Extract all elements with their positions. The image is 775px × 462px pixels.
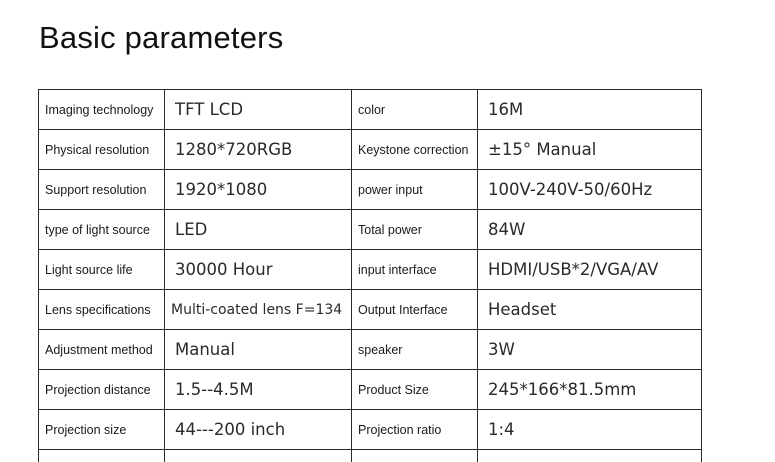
spec-value: 1280*720RGB	[165, 130, 352, 170]
spec-label: Projection ratio	[352, 410, 478, 450]
table-row	[39, 170, 702, 210]
spec-label: Lens specifications	[39, 290, 165, 330]
table-row	[39, 290, 702, 330]
spec-label: Projection size	[39, 410, 165, 450]
spec-label: Imaging technology	[39, 90, 165, 130]
spec-value: TFT LCD	[165, 90, 352, 130]
spec-value: 84W	[478, 210, 702, 250]
spec-value: 1.5--4.5M	[165, 370, 352, 410]
spec-label: speaker	[352, 330, 478, 370]
empty-cell	[165, 450, 352, 462]
spec-value: Multi-coated lens F=134	[165, 290, 352, 330]
empty-cell	[478, 450, 702, 462]
spec-table	[38, 89, 702, 462]
spec-label: Output Interface	[352, 290, 478, 330]
table-row	[39, 130, 702, 170]
spec-value: Manual	[165, 330, 352, 370]
table-row	[39, 330, 702, 370]
spec-label: input interface	[352, 250, 478, 290]
spec-label: Projection distance	[39, 370, 165, 410]
spec-label: Keystone correction	[352, 130, 478, 170]
spec-value: 16M	[478, 90, 702, 130]
empty-cell	[352, 450, 478, 462]
spec-value: ±15° Manual	[478, 130, 702, 170]
table-row-cut-off	[39, 450, 702, 462]
spec-label: Product Size	[352, 370, 478, 410]
spec-value: 30000 Hour	[165, 250, 352, 290]
page-title: Basic parameters	[39, 18, 283, 58]
spec-value: 1920*1080	[165, 170, 352, 210]
table-row	[39, 370, 702, 410]
spec-label: Physical resolution	[39, 130, 165, 170]
spec-label: Light source life	[39, 250, 165, 290]
spec-label: color	[352, 90, 478, 130]
empty-cell	[39, 450, 165, 462]
spec-value: 100V-240V-50/60Hz	[478, 170, 702, 210]
table-row	[39, 210, 702, 250]
table-row	[39, 90, 702, 130]
spec-label: Adjustment method	[39, 330, 165, 370]
spec-value: 44---200 inch	[165, 410, 352, 450]
spec-value: LED	[165, 210, 352, 250]
spec-value: 245*166*81.5mm	[478, 370, 702, 410]
table-row	[39, 410, 702, 450]
spec-value: HDMI/USB*2/VGA/AV	[478, 250, 702, 290]
spec-value: 1:4	[478, 410, 702, 450]
spec-label: Support resolution	[39, 170, 165, 210]
spec-label: type of light source	[39, 210, 165, 250]
table-row	[39, 250, 702, 290]
spec-value: 3W	[478, 330, 702, 370]
spec-value: Headset	[478, 290, 702, 330]
spec-label: Total power	[352, 210, 478, 250]
spec-label: power input	[352, 170, 478, 210]
